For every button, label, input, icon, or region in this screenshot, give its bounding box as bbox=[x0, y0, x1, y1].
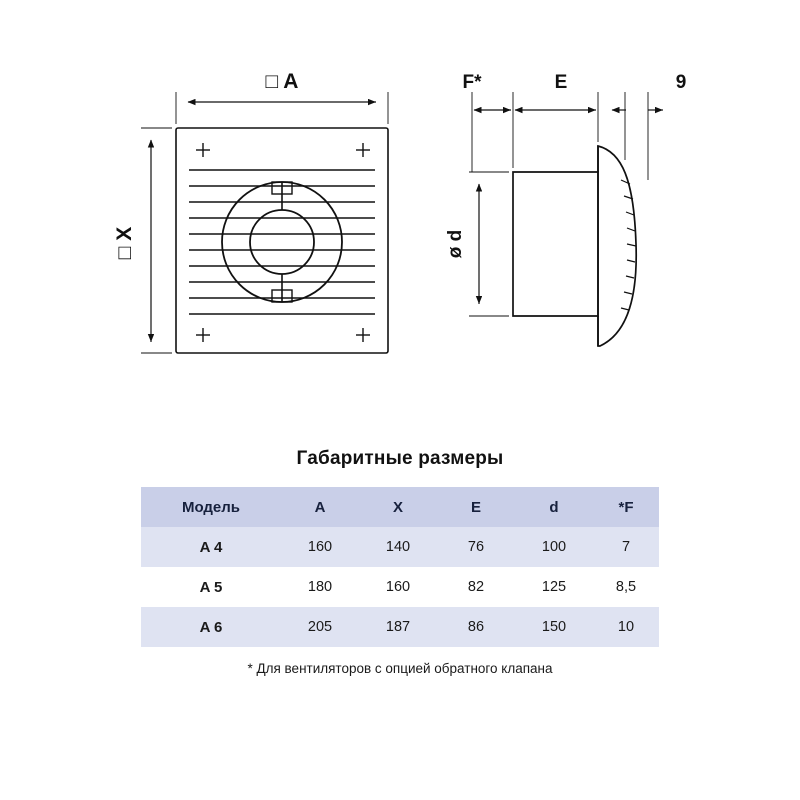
cell-model: A 5 bbox=[141, 567, 281, 607]
dimensions-table-block bbox=[0, 448, 800, 676]
table-row bbox=[141, 527, 659, 567]
column-header-f: *F bbox=[593, 487, 659, 527]
label-d: ø d bbox=[445, 229, 466, 259]
table-header bbox=[141, 487, 659, 527]
cell-model: A 6 bbox=[141, 607, 281, 647]
cell-model: A 4 bbox=[141, 527, 281, 567]
column-header-d: d bbox=[515, 487, 593, 527]
cell-f: 10 bbox=[593, 607, 659, 647]
table-header-row bbox=[141, 487, 659, 527]
cell-x: 140 bbox=[359, 527, 437, 567]
cell-a: 180 bbox=[281, 567, 359, 607]
label-x: □ X bbox=[113, 226, 136, 260]
cell-f: 7 bbox=[593, 527, 659, 567]
fan-inner-circle bbox=[250, 210, 314, 274]
column-header-model: Модель bbox=[141, 487, 281, 527]
table-title: Габаритные размеры bbox=[296, 448, 504, 469]
column-header-e: E bbox=[437, 487, 515, 527]
table-body bbox=[141, 527, 659, 647]
side-duct-body bbox=[513, 172, 598, 316]
cell-d: 100 bbox=[515, 527, 593, 567]
dimensions-table bbox=[141, 487, 659, 647]
cell-a: 205 bbox=[281, 607, 359, 647]
cell-d: 150 bbox=[515, 607, 593, 647]
front-panel-outline bbox=[176, 128, 388, 353]
column-header-x: X bbox=[359, 487, 437, 527]
table-row bbox=[141, 607, 659, 647]
side-cover-profile bbox=[598, 146, 636, 346]
cell-x: 160 bbox=[359, 567, 437, 607]
column-header-a: A bbox=[281, 487, 359, 527]
cell-d: 125 bbox=[515, 567, 593, 607]
cell-x: 187 bbox=[359, 607, 437, 647]
label-f: F* bbox=[462, 72, 482, 93]
cell-e: 76 bbox=[437, 527, 515, 567]
cell-a: 160 bbox=[281, 527, 359, 567]
cell-e: 82 bbox=[437, 567, 515, 607]
label-9: 9 bbox=[675, 72, 687, 93]
label-a: □ A bbox=[265, 70, 299, 93]
table-row bbox=[141, 567, 659, 607]
table-footnote: * Для вентиляторов с опцией обратного клапана bbox=[247, 661, 553, 676]
label-e: E bbox=[554, 72, 568, 93]
cell-f: 8,5 bbox=[593, 567, 659, 607]
cell-e: 86 bbox=[437, 607, 515, 647]
